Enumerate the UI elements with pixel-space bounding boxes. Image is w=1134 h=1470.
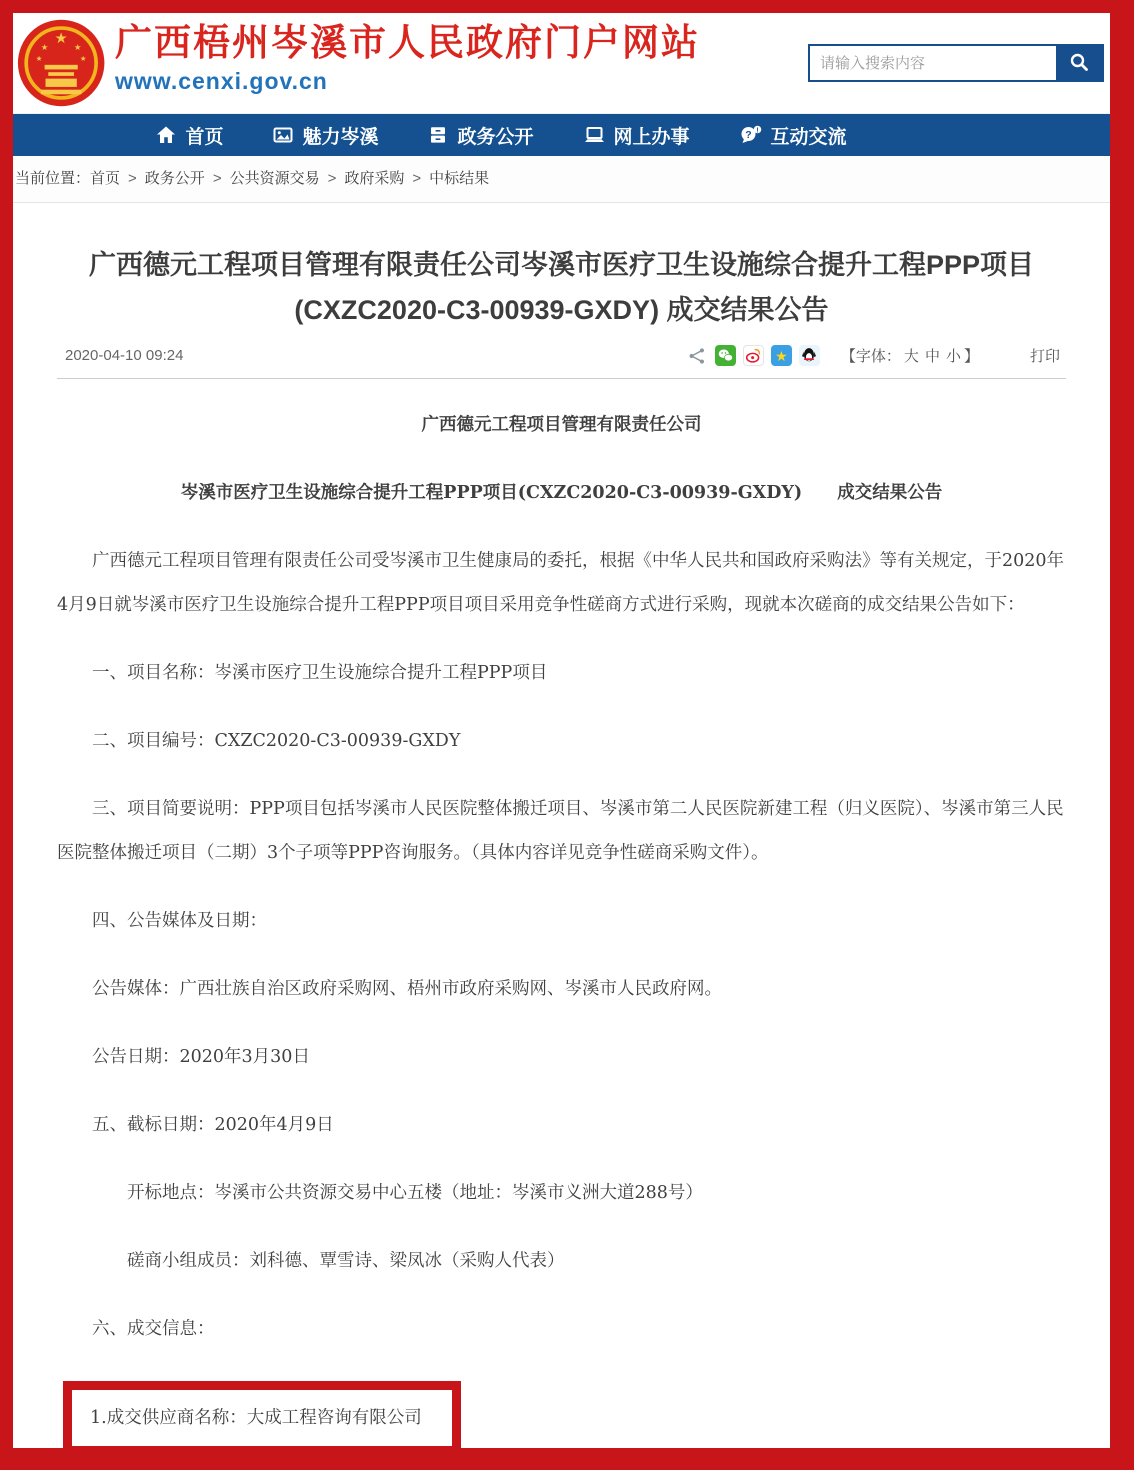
svg-text:★: ★ [40,43,49,53]
font-size-medium[interactable]: 中 [924,348,940,365]
nav-item-interaction[interactable] [732,122,855,149]
svg-text:★: ★ [74,43,82,53]
body-paragraph-project-name: 一、项目名称：岑溪市医疗卫生设施综合提升工程PPP项目 [92,663,548,683]
winning-supplier-text: 1.成交供应商名称：大成工程咨询有限公司 [90,1408,422,1428]
qq-share-icon[interactable] [799,345,820,366]
article-meta-row [57,345,1066,379]
breadcrumb-item-public-resource-trading[interactable]: 公共资源交易 [229,170,320,187]
home-icon [156,125,176,145]
nav-item-gov-disclosure[interactable] [420,122,541,149]
share-icon[interactable] [687,345,708,366]
article [13,243,1110,1455]
body-project-heading: 岑溪市医疗卫生设施综合提升工程PPP项目(CXZC2020-C3-00939-GXDY) 成交结果公告 [180,483,943,503]
svg-text:!: ! [755,127,759,135]
svg-text:?: ? [744,128,752,141]
font-size-small[interactable]: 小 [945,348,961,365]
wechat-share-icon[interactable] [715,345,736,366]
breadcrumb-item-gov-disclosure[interactable]: 政务公开 [144,170,205,187]
body-paragraph-project-summary: 三、项目简要说明：PPP项目包括岑溪市人民医院整体搬迁项目、岑溪市第二人民医院新建工程（归义医院）、岑溪市第三人民医院整体搬迁项目（二期）3个子项等PPP咨询服务。（具体内容详见竞争性磋商采购文件）。 [57,799,1064,863]
meta-actions [687,345,1060,366]
winning-supplier-highlight-box [63,1381,461,1455]
body-paragraph-deal-info-header: 六、成交信息： [92,1319,215,1339]
site-url[interactable]: www.cenxi.gov.cn [115,68,328,94]
svg-text:★: ★ [79,54,87,64]
site-header [13,13,1110,114]
nav-label: 政务公开 [457,126,534,148]
body-paragraph-panel-members: 磋商小组成员：刘科德、覃雪诗、梁凤冰（采购人代表） [127,1251,565,1271]
publish-datetime: 2020-04-10 09:24 [65,347,184,364]
body-paragraph-announcement-media-header: 四、公告媒体及日期： [92,911,267,931]
print-button[interactable]: 打印 [1029,348,1060,365]
body-paragraph-announcement-media: 公告媒体：广西壮族自治区政府采购网、梧州市政府采购网、岑溪市人民政府网。 [92,979,722,999]
svg-text:★: ★ [54,30,68,47]
breadcrumb-item-gov-procurement[interactable]: 政府采购 [344,170,405,187]
main-nav [13,114,1110,156]
font-label-suffix: 】 [963,348,979,365]
site-title: 广西梧州岑溪市人民政府门户网站 [115,22,700,63]
breadcrumb-separator: > [327,170,337,187]
nav-label: 首页 [185,126,224,148]
article-title-line1: 广西德元工程项目管理有限责任公司岑溪市医疗卫生设施综合提升工程PPP项目 [88,250,1035,280]
body-paragraph-announcement-date: 公告日期：2020年3月30日 [92,1047,310,1067]
site-identity [115,21,700,95]
font-label-prefix: 【字体： [840,348,901,365]
search-icon [1068,51,1090,76]
qzone-share-icon[interactable]: ★ [771,345,792,366]
weibo-share-icon[interactable] [743,345,764,366]
nav-item-charm-cenxi[interactable] [265,122,386,149]
body-paragraph-intro: 广西德元工程项目管理有限责任公司受岑溪市卫生健康局的委托，根据《中华人民共和国政府采购法》等有关规定，于2020年4月9日就岑溪市医疗卫生设施综合提升工程PPP项目项目采用竞争性磋商方式进行采购，现就本次磋商的成交结果公告如下： [57,551,1065,615]
breadcrumb-item-home[interactable]: 首页 [90,170,121,187]
breadcrumb-item-bid-results[interactable]: 中标结果 [429,170,490,187]
article-title [77,243,1046,333]
search-button[interactable] [1056,46,1102,80]
font-size-large[interactable]: 大 [903,348,919,365]
cabinet-icon [428,125,448,145]
breadcrumb-prefix: 当前位置： [15,170,91,187]
svg-text:★: ★ [35,54,43,64]
breadcrumb-separator: > [212,170,222,187]
chat-bubbles-icon [740,125,762,145]
search-input[interactable] [810,46,1056,80]
breadcrumb-separator: > [128,170,137,187]
nav-item-home[interactable] [148,122,231,149]
body-paragraph-project-number: 二、项目编号：CXZC2020-C3-00939-GXDY [92,731,461,751]
article-title-line2: (CXZC2020-C3-00939-GXDY) 成交结果公告 [294,295,829,325]
laptop-icon [584,125,605,145]
nav-label: 互动交流 [770,126,847,148]
font-size-control [841,345,979,366]
national-emblem-logo [17,15,109,111]
article-body [57,403,1066,1455]
nav-label: 网上办事 [613,126,690,148]
breadcrumb [13,156,1110,203]
search-box [808,44,1104,82]
body-company-heading: 广西德元工程项目管理有限责任公司 [421,415,702,435]
breadcrumb-separator: > [412,170,422,187]
nav-label: 魅力岑溪 [302,126,379,148]
body-paragraph-deadline: 五、截标日期：2020年4月9日 [92,1115,334,1135]
body-paragraph-opening-location: 开标地点：岑溪市公共资源交易中心五楼（地址：岑溪市义洲大道288号） [127,1183,703,1203]
image-icon [273,125,293,145]
nav-item-online-services[interactable] [576,122,698,149]
